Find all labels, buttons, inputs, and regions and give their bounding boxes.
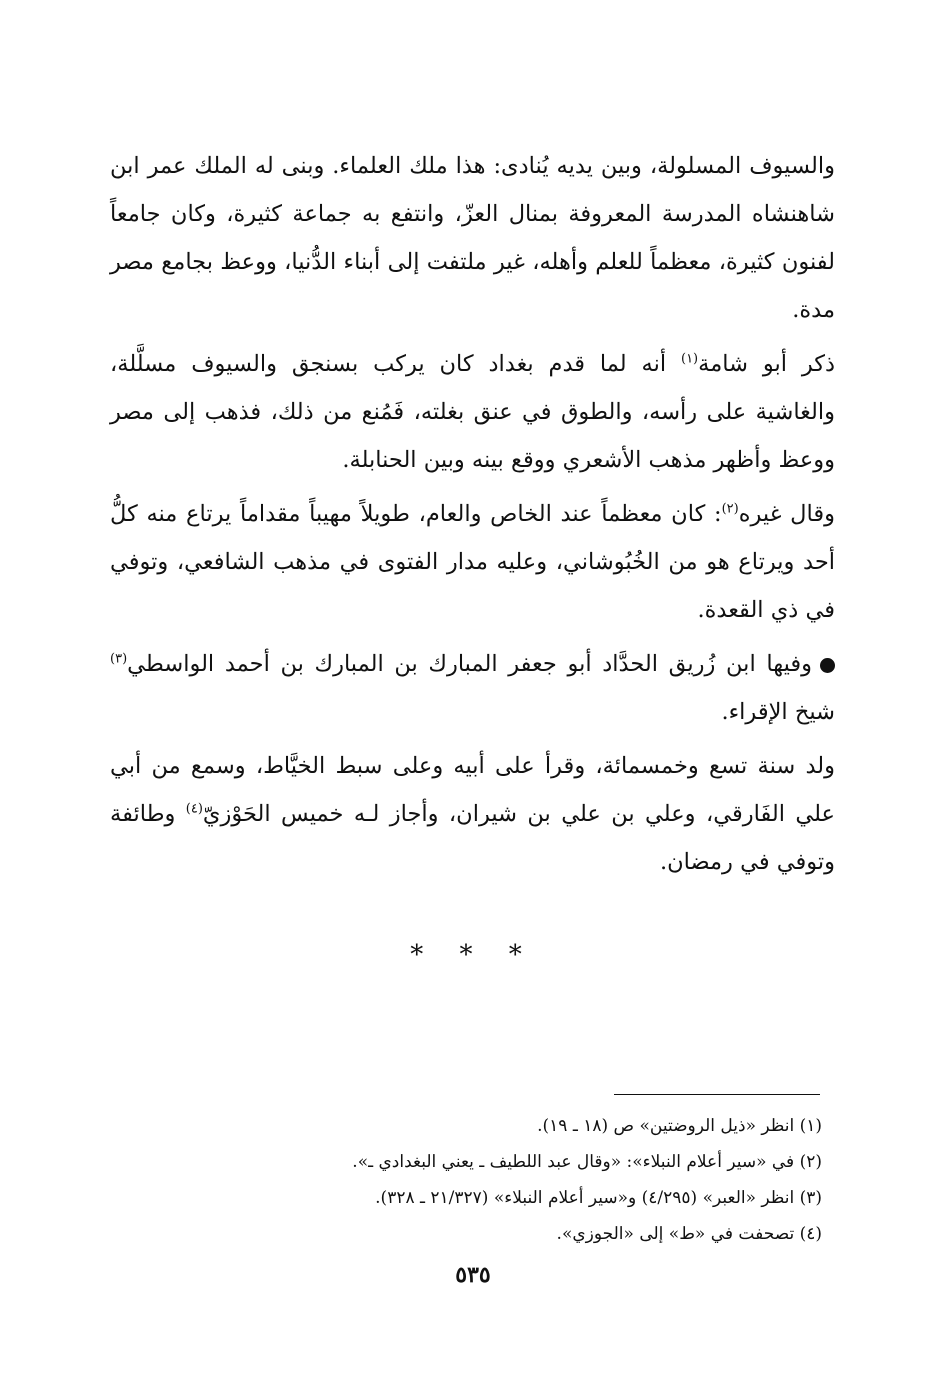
paragraph-4: [110, 640, 835, 736]
footnote-ref-4[interactable]: (٤): [185, 801, 203, 817]
footnote-ref-1[interactable]: (١): [680, 351, 699, 367]
paragraph-3-start: وقال غيره: [738, 501, 835, 527]
paragraph-4-start: وفيها ابن زُريق الحدَّاد أبو جعفر المبارك بن المبارك بن أحمد الواسطي: [127, 651, 812, 677]
footnote-ref-3[interactable]: (٣): [110, 651, 128, 667]
paragraph-1-text: والسيوف المسلولة، وبين يديه يُنادى: هذا ملك العلماء. وبنى له الملك عمر ابن شاهنشاه المدرسة المعروفة بمنال العزّ، وانتفع به جماعة كثيرة، وكان جامعاً لفنون كثيرة، معظماً للعلم وأهله، غير ملتفت إلى أبناء الدُّنيا، ووعظ بجامع مصر مدة.: [110, 153, 835, 323]
footnote-divider: [614, 1094, 820, 1095]
paragraph-5: [110, 742, 835, 886]
paragraph-2-rest: أنه لما قدم بغداد كان يركب بسنجق والسيوف مسلَّلة، والغاشية على رأسه، والطوق في عنق بغلته، فَمُنع من ذلك، فذهب إلى مصر ووعظ وأظهر مذهب الأشعري ووقع بينه وبين الحنابلة.: [110, 351, 835, 473]
footnote-2: (٢) في «سير أعلام النبلاء»: «وقال عبد اللطيف ـ يعني البغدادي ـ».: [352, 1152, 822, 1172]
main-text: [110, 142, 835, 886]
paragraph-3: [110, 490, 835, 634]
paragraph-5-start: ولد سنة تسع وخمسمائة، وقرأ على أبيه وعلى سبط الخيَّاط، وسمع من أبي علي الفَارقي، وعلي بن علي بن شيران، وأجاز لـه خميس الحَوْزيّ: [110, 753, 835, 827]
footnote-1: (١) انظر «ذيل الروضتين» ص (١٨ ـ ١٩).: [537, 1116, 822, 1136]
footnote-3: (٣) انظر «العبر» (٤/٢٩٥) و«سير أعلام النبلاء» (٢١/٣٢٧ ـ ٣٢٨).: [375, 1188, 822, 1208]
footnote-4: (٤) تصحفت في «ط» إلى «الجوزي».: [556, 1224, 822, 1244]
section-separator: * * *: [410, 940, 536, 970]
paragraph-5-rest: وطائفة وتوفي في رمضان.: [110, 801, 835, 875]
paragraph-1: [110, 142, 835, 334]
paragraph-2-start: ذكر أبو شامة: [698, 351, 835, 377]
paragraph-3-rest: : كان معظماً عند الخاص والعام، طويلاً مهيباً مقداماً يرتاع منه كلُّ أحد ويرتاع هو من الخُبُوشاني، وعليه مدار الفتوى في مذهب الشافعي، وتوفي في ذي القعدة.: [110, 501, 835, 623]
page-number: ٥٣٥: [455, 1262, 491, 1288]
footnote-ref-2[interactable]: (٢): [721, 501, 739, 517]
paragraph-4-rest: شيخ الإقراء.: [721, 699, 835, 725]
paragraph-2: [110, 340, 835, 484]
bullet-icon: [820, 658, 835, 673]
footnotes: [200, 1108, 822, 1252]
